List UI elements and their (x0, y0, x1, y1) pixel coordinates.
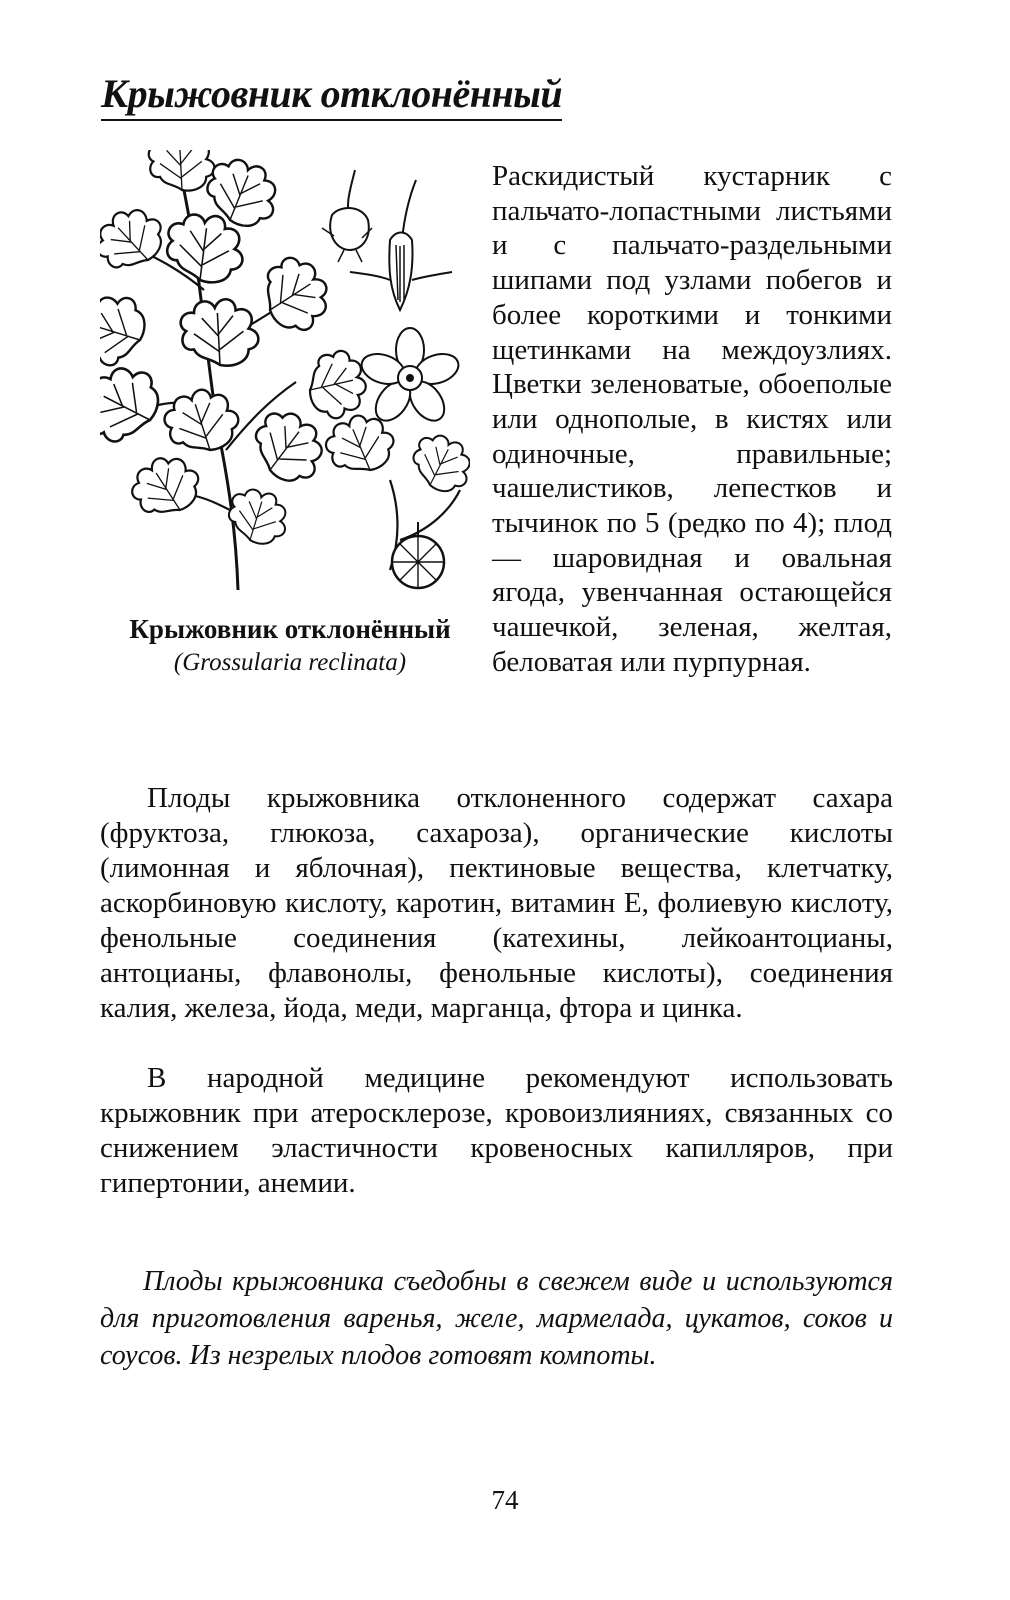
medicine-paragraph: В народной медицине рекомендуют использовать крыжовник при атеросклерозе, кровоизлияниях, связанных со снижением эластичности кровеносных капилляров, при гипертонии, анемии. (100, 1062, 893, 1199)
plant-description: Раскидистый кустарник с пальчато-лопастными листьями и с пальчато-раздельными шипами под узлами побегов и более короткими и тонкими щетинками на междоузлиях. Цветки зеленоватые, обоеполые или однополые, в кистях или одиночные, правильные; чашелистиков, лепестков и тычинок по 5 (редко по 4); плод — шаровидная и овальная ягода, увенчанная остающейся чашечкой, зеленая, желтая, беловатая или пурпурная. (492, 160, 892, 678)
gooseberry-illustration-icon (100, 150, 470, 620)
figure-caption (110, 612, 470, 680)
caption-plant-name: Крыжовник отклонённый (129, 614, 451, 644)
page-number: 74 (491, 1485, 519, 1515)
composition-paragraph: Плоды крыжовника отклоненного содержат сахара (фруктоза, глюкоза, сахароза), органические кислоты (лимонная и яблочная), пектиновые вещества, клетчатку, аскорбиновую кислоту, каротин, витамин Е, фолиевую кислоту, фенольные соединения (катехины, лейкоантоцианы, антоцианы, флавонолы, фенольные кислоты), соединения калия, железа, йода, меди, марганца, фтора и цинка. (100, 782, 893, 1024)
caption-latin-name: (Grossularia reclinata) (173, 649, 407, 676)
usage-paragraph: Плоды крыжовника съедобны в свежем виде и используются для приготовления варенья, желе, мармелада, цукатов, соков и соусов. Из незрелых плодов готовят компоты. (100, 1266, 893, 1371)
page-title: Крыжовник отклонённый (101, 70, 562, 121)
